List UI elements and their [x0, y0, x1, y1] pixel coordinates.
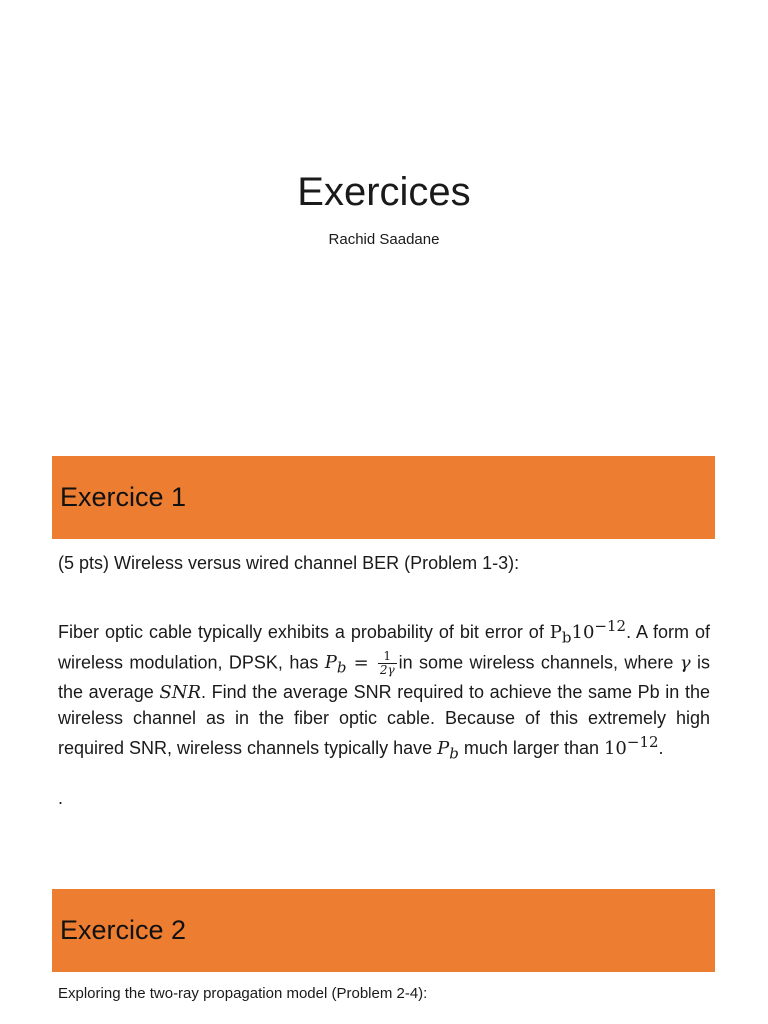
exercise-1-problem [58, 614, 710, 767]
pb-italic-symbol-2: $P_b$ [437, 738, 459, 764]
problem-text-5: . Find the average SNR required to achieve the same Pb in the wireless channel as in the fiber optic cable. Because of this extremely high required SNR, wireless channels typically have [58, 682, 710, 759]
exercise-2-heading: Exercice 2 [60, 915, 187, 945]
pb-italic-symbol: $P_b$ [324, 652, 347, 677]
problem-text-6: much larger than [458, 738, 604, 759]
problem-text-3: in some wireless channels, where [398, 652, 680, 673]
author-name: Rachid Saadane [328, 231, 440, 248]
ten-to-minus-12: $10^{-12}$ [603, 733, 659, 760]
slide-title: Exercices [297, 170, 471, 214]
exercise-1-heading: Exercice 1 [60, 482, 187, 512]
problem-text-7: . [658, 738, 664, 759]
problem-text-4: is the average [58, 652, 710, 703]
problem-text-2: . A form of wireless modulation, DPSK, has [58, 622, 710, 673]
exercise-2-intro: Exploring the two-ray propagation model (Problem 2-4): [58, 985, 428, 1002]
fraction-one-over-two-gamma: $\frac{1}{2\gamma}$ [379, 649, 395, 678]
equals-sign: = [346, 652, 376, 674]
exercise-1-header [52, 456, 715, 539]
exercise-2-header [52, 889, 715, 972]
exercise-1-intro: (5 pts) Wireless versus wired channel BER (Problem 1-3): [58, 553, 520, 573]
pb-symbol: $P_b10^{-12}$ [549, 617, 627, 647]
gamma-symbol: γ [679, 652, 691, 674]
problem-text-1: Fiber optic cable typically exhibits a probability of bit error of [58, 622, 550, 642]
snr-symbol: SNR [159, 682, 201, 704]
trailing-dot: . [58, 788, 64, 808]
